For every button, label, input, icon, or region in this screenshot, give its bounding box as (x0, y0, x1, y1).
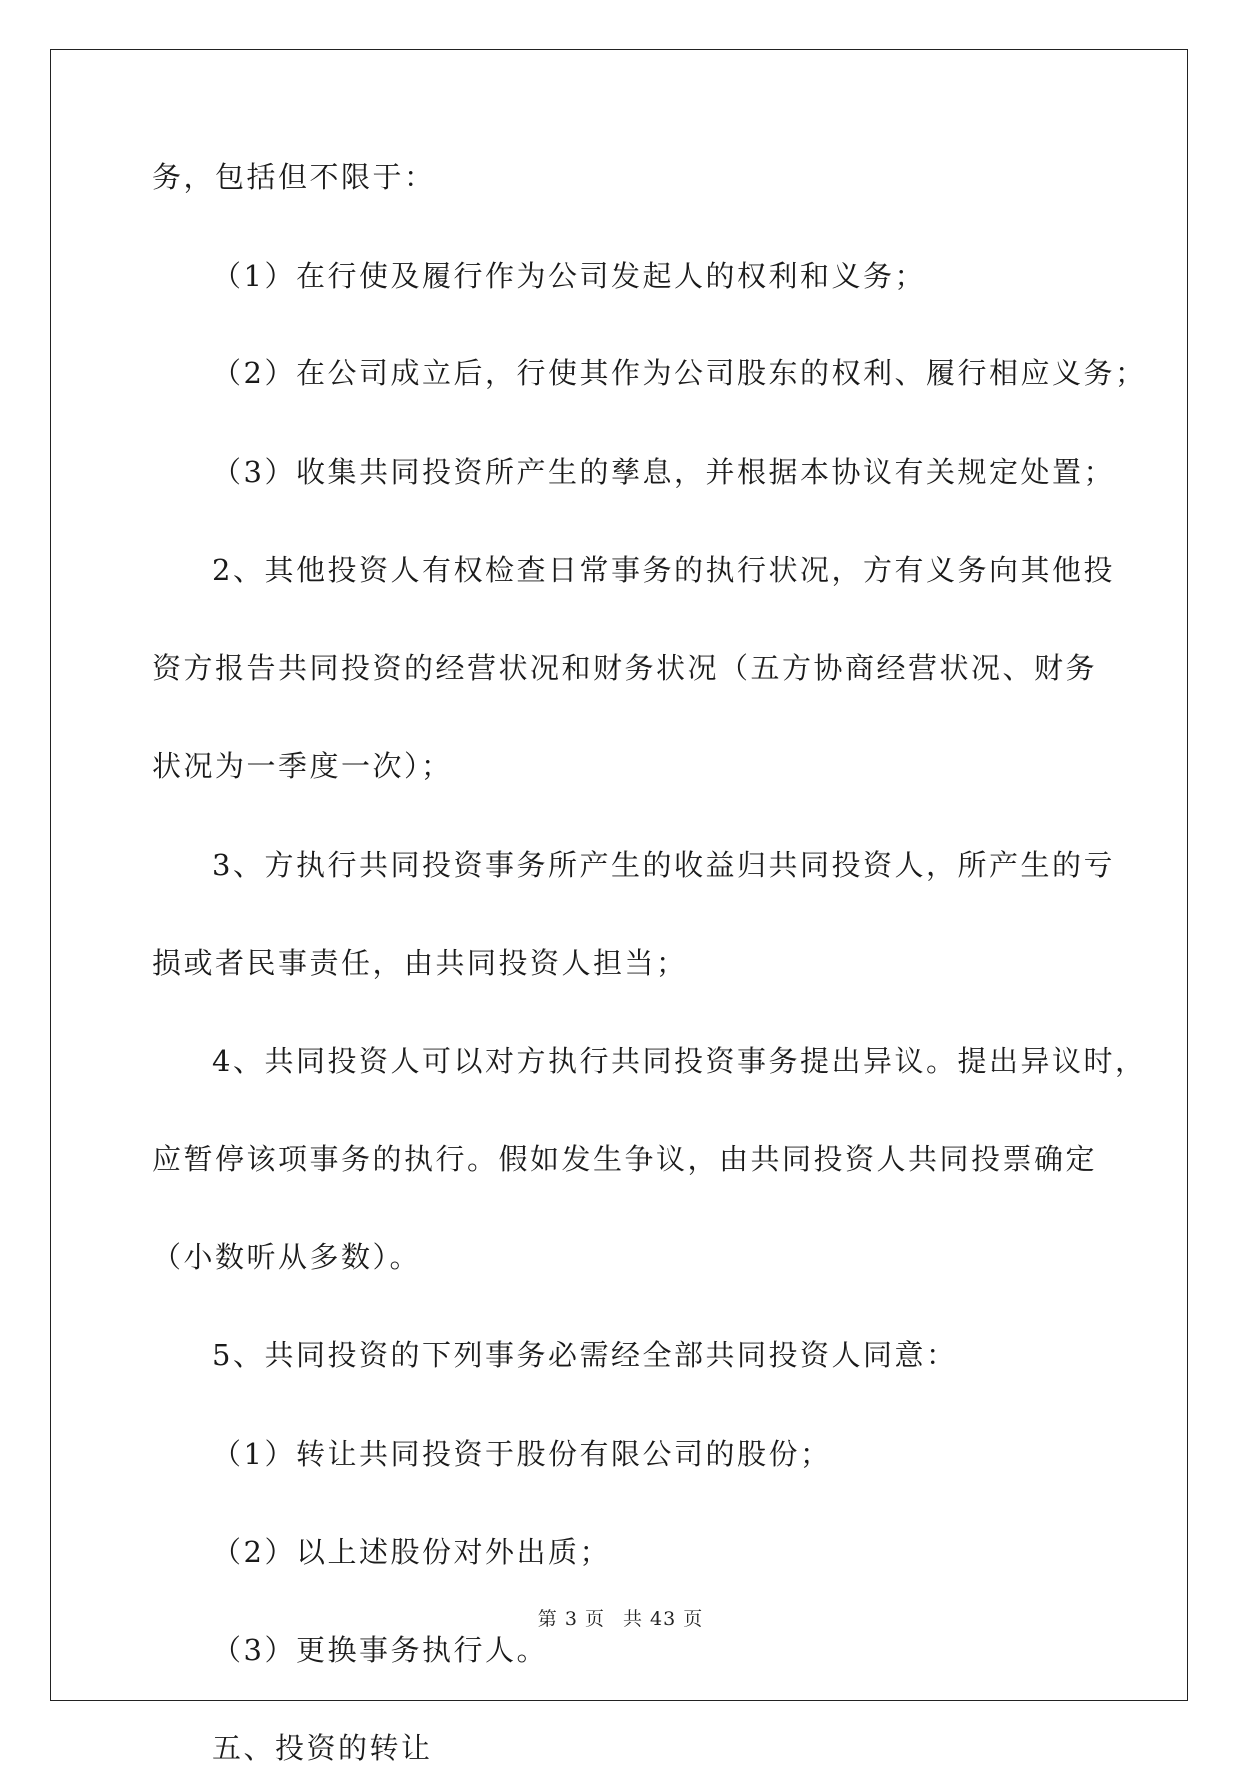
text-line-8: 3、方执行共同投资事务所产生的收益归共同投资人，所产生的亏 (212, 848, 1115, 882)
text-line-12: （小数听从多数）。 (152, 1240, 422, 1274)
text-line-16: （3）更换事务执行人。 (212, 1633, 548, 1667)
text-line-15: （2）以上述股份对外出质； (212, 1535, 611, 1569)
page-footer (0, 1606, 1241, 1632)
text-line-11: 应暂停该项事务的执行。假如发生争议，由共同投资人共同投票确定 (152, 1142, 1098, 1176)
text-line-9: 损或者民事责任，由共同投资人担当； (152, 946, 688, 980)
text-line-7: 状况为一季度一次）； (152, 749, 453, 783)
text-line-14: （1）转让共同投资于股份有限公司的股份； (212, 1437, 832, 1471)
text-line-4: （3）收集共同投资所产生的孳息，并根据本协议有关规定处置； (212, 455, 1115, 489)
text-line-13: 5、共同投资的下列事务必需经全部共同投资人同意： (212, 1338, 958, 1372)
page-total: 共 43 页 (622, 1608, 704, 1630)
page-number: 第 3 页 (537, 1608, 605, 1630)
text-line-2: （1）在行使及履行作为公司发起人的权利和义务； (212, 259, 926, 293)
text-line-6: 资方报告共同投资的经营状况和财务状况（五方协商经营状况、财务 (152, 651, 1098, 685)
text-line-5: 2、其他投资人有权检查日常事务的执行状况，方有义务向其他投 (212, 553, 1115, 587)
text-line-1: 务，包括但不限于： (152, 160, 436, 194)
text-line-3: （2）在公司成立后，行使其作为公司股东的权利、履行相应义务； (212, 356, 1147, 390)
text-line-10: 4、共同投资人可以对方执行共同投资事务提出异议。提出异议时， (212, 1044, 1147, 1078)
text-line-17: 五、投资的转让 (212, 1731, 433, 1765)
